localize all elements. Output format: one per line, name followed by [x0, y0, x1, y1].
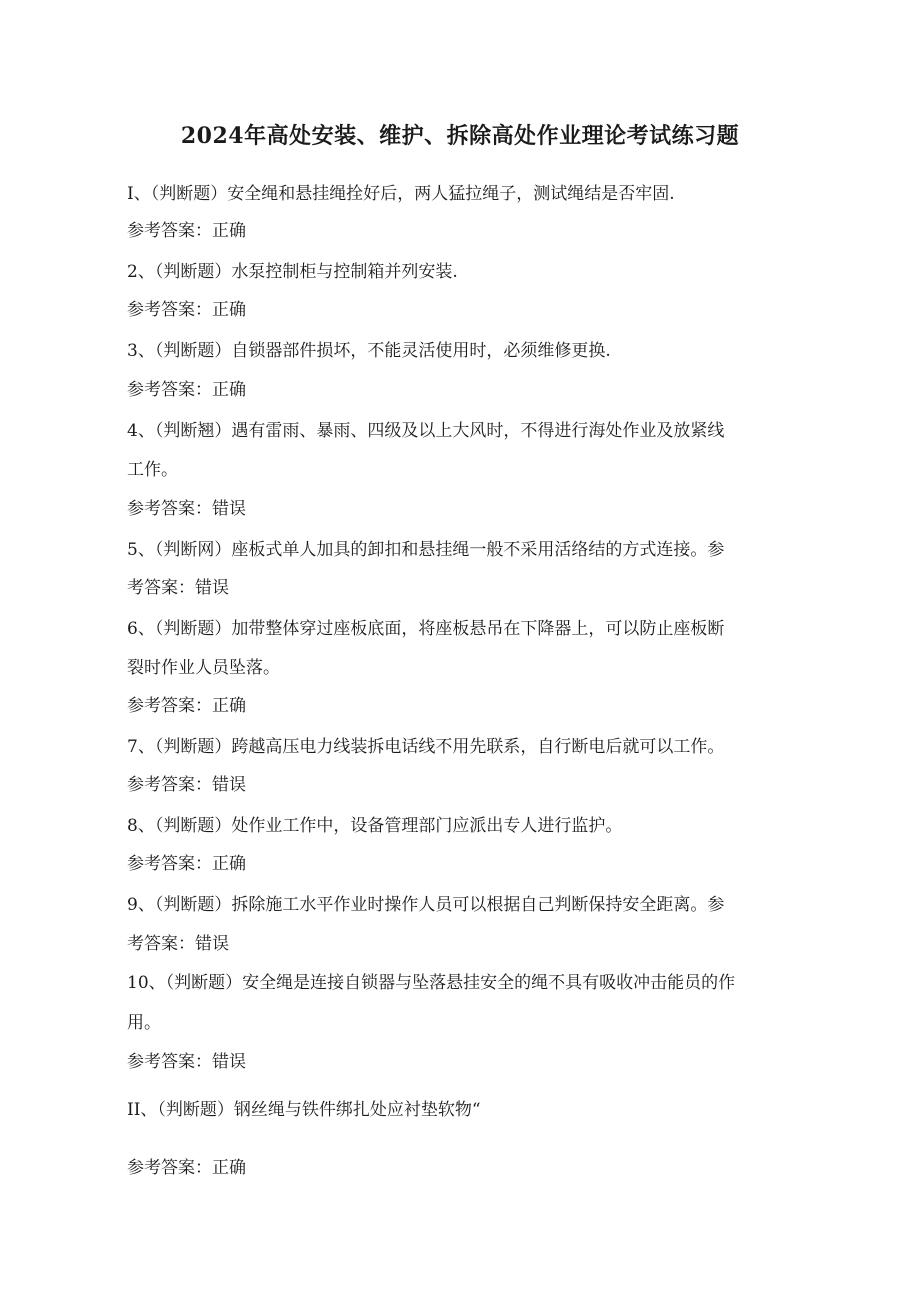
question-3-text: 3、（判断题）自锁器部件损坏，不能灵活使用时，必须维修更换. — [127, 341, 611, 361]
question-8-text: 8、（判断题）处作业工作中，设备管理部门应派出专人进行监护。 — [127, 816, 623, 836]
question-4-text: 4、（判断翘）遇有雷雨、暴雨、四级及以上大风时，不得进行海处作业及放紧线 — [127, 421, 725, 441]
document-title: 2024年高处安装、维护、拆除高处作业理论考试练习题 — [180, 123, 740, 149]
answer-6: 参考答案：正确 — [127, 696, 246, 716]
question-2-text: 2、（判断题）水泵控制柜与控制箱并列安装. — [127, 262, 458, 282]
answer-11: 参考答案：正确 — [127, 1158, 246, 1178]
question-5-text: 5、（判断网）座板式单人加具的卸扣和悬挂绳一般不采用活络结的方式连接。参 — [127, 540, 725, 560]
question-9-text: 9、（判断题）拆除施工水平作业时操作人员可以根据自己判断保持安全距离。参 — [127, 895, 725, 915]
answer-4: 参考答案：错误 — [127, 499, 246, 519]
answer-3: 参考答案：正确 — [127, 380, 246, 400]
answer-8: 参考答案：正确 — [127, 854, 246, 874]
question-1-text: I、（判断题）安全绳和悬挂绳拴好后，两人猛拉绳子，测试绳结是否牢固. — [127, 184, 675, 204]
question-11-text: II、（判断题）钢丝绳与铁件绑扎处应衬垫软物“ — [127, 1100, 481, 1120]
question-10-text-cont: 用。 — [127, 1013, 161, 1033]
question-6-text: 6、（判断题）加带整体穿过座板底面，将座板悬吊在下降器上，可以防止座板断 — [127, 619, 725, 639]
question-10-text: 10、（判断题）安全绳是连接自锁器与坠落悬挂安全的绳不具有吸收冲击能员的作 — [127, 973, 736, 993]
question-5-text-cont: 考答案：错误 — [127, 578, 229, 598]
question-4-text-cont: 工作。 — [127, 460, 178, 480]
answer-2: 参考答案：正确 — [127, 300, 246, 320]
answer-1: 参考答案：正确 — [127, 221, 246, 241]
answer-7: 参考答案：错误 — [127, 775, 246, 795]
question-9-text-cont: 考答案：错误 — [127, 934, 229, 954]
question-7-text: 7、（判断题）跨越高压电力线装拆电话线不用先联系，自行断电后就可以工作。 — [127, 737, 725, 757]
question-6-text-cont: 裂时作业人员坠落。 — [127, 658, 280, 678]
answer-10: 参考答案：错误 — [127, 1052, 246, 1072]
